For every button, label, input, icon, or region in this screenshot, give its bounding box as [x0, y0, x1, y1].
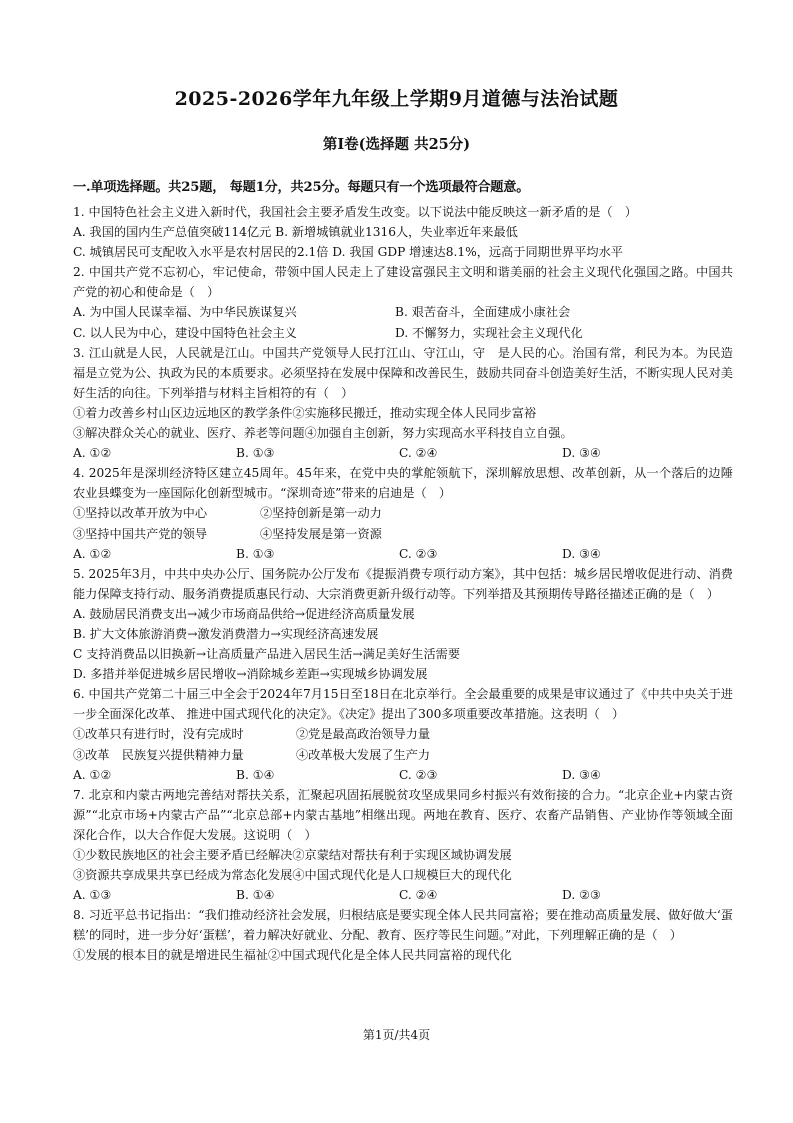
question-2	[73, 262, 733, 342]
option-row	[73, 885, 733, 905]
statement-line: ③资源共享成果共享已经成为常态化发展④中国式现代化是人口规模巨大的现代化	[73, 868, 512, 883]
statement-2: ②坚持创新是第一动力	[260, 506, 382, 521]
option-b: B. 艰苦奋斗，全面建成小康社会	[395, 305, 571, 320]
option-b: B. ①③	[236, 446, 275, 461]
question-1	[73, 202, 733, 262]
question-stem: 4. 2025年是深圳经济特区建立45周年。45年来，在党中央的掌舵领航下，深圳解放思想、改革创新，从一个落后的边陲农业县蝶变为一座国际化创新型城市。“深圳奇迹”带来的启迪是（ ）	[73, 466, 733, 501]
option-a: A. ①②	[73, 446, 112, 461]
section-instructions: 一.单项选择题。共25题， 每题1分，共25分。每题只有一个选项最符合题意。	[73, 180, 530, 195]
question-options-line: A. 我国的国内生产总值突破114亿元 B. 新增城镇就业1316人，失业率近年来最低	[73, 225, 518, 240]
option-row	[73, 443, 733, 463]
question-stem: 1. 中国特色社会主义进入新时代，我国社会主要矛盾发生改变。以下说法中能反映这一新矛盾的是（ ）	[73, 205, 637, 219]
question-options-line: C. 城镇居民可支配收入水平是农村居民的2.1倍 D. 我国 GDP 增速达8.1%，远高于同期世界平均水平	[73, 245, 623, 260]
section-subtitle: 第Ⅰ卷(选择题 共25分)	[322, 136, 471, 153]
option-c: C. ②③	[399, 767, 438, 782]
option-row	[73, 544, 733, 564]
question-stem: 3. 江山就是人民，人民就是江山。中国共产党领导人民打江山、守江山，守 是人民的心。治国有常，利民为本。为民造福是立党为公、执政为民的本质要求。必须坚持在发展中保障和改善民生，鼓励共同奋斗创造美好生活，不断实现人民对美好生活的向往。下列举措与材料主旨相符的有（ ）	[73, 345, 733, 400]
statement-row	[73, 724, 733, 744]
option-d: D. ③④	[562, 446, 601, 461]
page-title: 2025-2026学年九年级上学期9月道德与法治试题	[174, 88, 619, 110]
option-b: B. ①③	[236, 546, 275, 561]
exam-body	[73, 178, 733, 966]
option-d: D. ②③	[562, 888, 601, 903]
statement-row	[73, 503, 733, 523]
statement-row	[73, 524, 733, 544]
question-stem: 8. 习近平总书记指出：“我们推动经济社会发展，归根结底是要实现全体人民共同富裕；要在推动高质量发展、做好做大‘蛋糕’的同时，进一步分好‘蛋糕’，着力解决好就业、分配、教育、医疗等民生问题。”对此，下列理解正确的是（ ）	[73, 908, 733, 943]
option-c: C 支持消费品以旧换新→让高质量产品进入居民生活→满足美好生活需要	[73, 647, 461, 662]
statement-row	[73, 745, 733, 765]
statement-line: ③解决群众关心的就业、医疗、养老等问题④加强自主创新，努力实现高水平科技自立自强。	[73, 426, 573, 441]
statement-4: ④改革极大发展了生产力	[296, 747, 431, 762]
option-c: C. ②④	[399, 888, 438, 903]
option-a: A. 为中国人民谋幸福、为中华民族谋复兴	[73, 305, 297, 320]
option-c: C. 以人民为中心，建设中国特色社会主义	[73, 325, 297, 340]
option-row	[73, 765, 733, 785]
question-3	[73, 343, 733, 464]
statement-3: ③坚持中国共产党的领导	[73, 526, 208, 541]
option-row	[73, 323, 733, 343]
question-6	[73, 684, 733, 784]
option-c: C. ②③	[399, 546, 438, 561]
option-row	[73, 302, 733, 322]
question-stem: 6. 中国共产党第二十届三中全会于2024年7月15日至18日在北京举行。全会最重要的成果是审议通过了《中共中央关于进一步全面深化改革、 推进中国式现代化的决定》。《决定》提出了300多项重要改革措施。这表明（ ）	[73, 687, 733, 722]
statement-1: ①改革只有进行时，没有完成时	[73, 727, 244, 742]
page-footer: 第1页/共4页	[362, 1028, 431, 1042]
option-c: C. ②④	[399, 446, 438, 461]
question-stem: 5. 2025年3月，中共中央办公厅、国务院办公厅发布《提振消费专项行动方案》，其中包括：城乡居民增收促进行动、消费能力保障支持行动、服务消费提质惠民行动、大宗消费更新升级行动等。下列举措及其预期传导路径描述正确的是（ ）	[73, 566, 733, 601]
statement-line: ①发展的根本目的就是增进民生福祉②中国式现代化是全体人民共同富裕的现代化	[73, 948, 512, 963]
option-a: A. ①②	[73, 767, 112, 782]
question-stem: 2. 中国共产党不忘初心，牢记使命，带领中国人民走上了建设富强民主文明和谐美丽的社会主义现代化强国之路。中国共产党的初心和使命是（ ）	[73, 265, 733, 300]
statement-line: ①着力改善乡村山区边远地区的教学条件②实施移民搬迁，推动实现全体人民同步富裕	[73, 405, 537, 420]
option-b: B. ①④	[236, 767, 275, 782]
option-d: D. ③④	[562, 546, 601, 561]
option-a: A. ①②	[73, 546, 112, 561]
option-d: D. 多措并举促进城乡居民增收→消除城乡差距→实现城乡协调发展	[73, 667, 428, 682]
statement-line: ①少数民族地区的社会主要矛盾已经解决②京蒙结对帮扶有利于实现区域协调发展	[73, 848, 512, 862]
statement-4: ④坚持发展是第一资源	[260, 526, 382, 541]
option-d: D. 不懈努力，实现社会主义现代化	[395, 325, 583, 340]
question-4	[73, 463, 733, 563]
question-stem: 7. 北京和内蒙古两地完善结对帮扶关系，汇聚起巩固拓展脱贫攻坚成果同乡村振兴有效衔接的合力。“北京企业+内蒙古资源”“北京市场+内蒙古产品”“北京总部+内蒙古基地”相继出现。两地在教育、医疗、农畜产品销售、产业协作等领域全面深化合作，以大合作促大发展。这说明（ ）	[73, 787, 733, 842]
option-a: A. 鼓励居民消费支出→减少市场商品供给→促进经济高质量发展	[73, 606, 415, 621]
statement-1: ①坚持以改革开放为中心	[73, 506, 208, 521]
option-a: A. ①③	[73, 888, 112, 903]
statement-2: ②党是最高政治领导力量	[296, 727, 431, 742]
question-5	[73, 564, 733, 685]
option-b: B. 扩大文体旅游消费→激发消费潜力→实现经济高速发展	[73, 626, 379, 641]
question-8	[73, 905, 733, 965]
option-b: B. ①④	[236, 888, 275, 903]
option-d: D. ③④	[562, 767, 601, 782]
statement-3: ③改革 民族复兴提供精神力量	[73, 747, 244, 762]
question-7	[73, 785, 733, 906]
